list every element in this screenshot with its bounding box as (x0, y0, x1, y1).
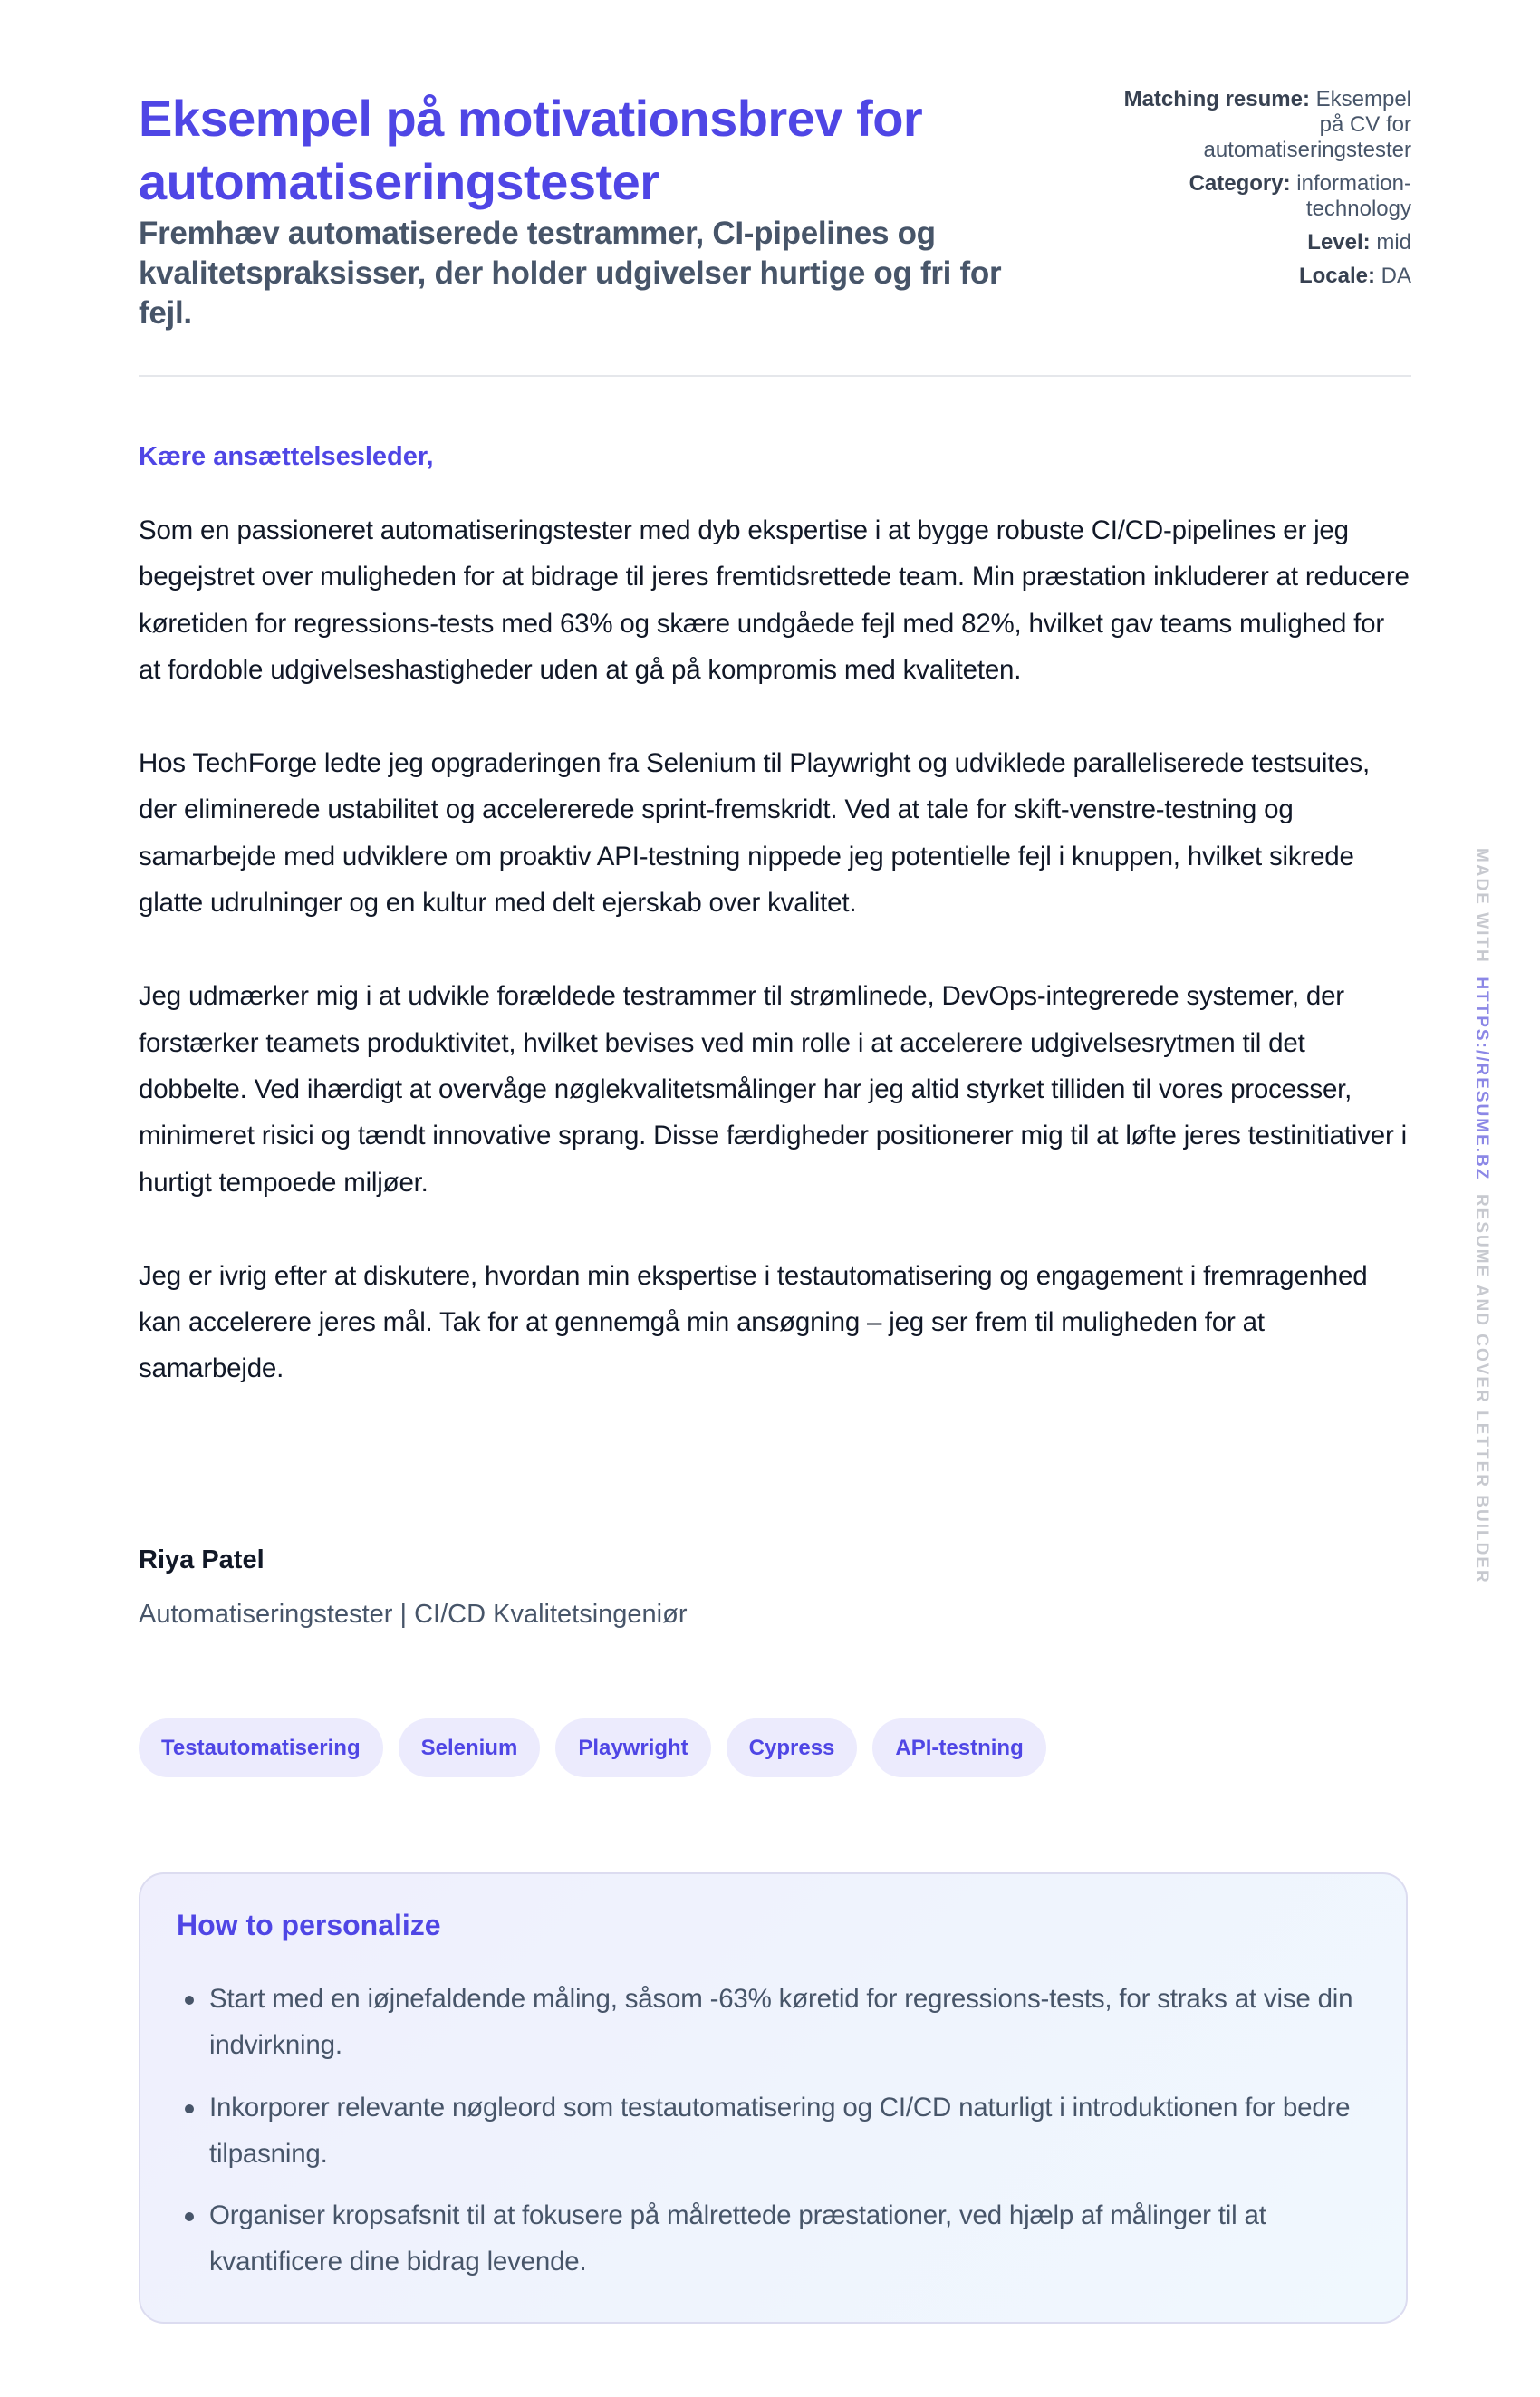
signature-name: Riya Patel (139, 1545, 265, 1574)
skill-tag: Testautomatisering (139, 1718, 383, 1777)
meta-category-label: Category: (1189, 171, 1291, 196)
meta-category (1112, 171, 1411, 222)
meta-matching-resume-label: Matching resume: (1123, 87, 1310, 111)
skill-tag: Selenium (399, 1718, 541, 1777)
watermark-prefix: MADE WITH (1472, 848, 1491, 964)
letter-greeting: Kære ansættelsesleder, (139, 442, 434, 471)
tips-title: How to personalize (177, 1909, 441, 1941)
tip-item (177, 2084, 1363, 2178)
watermark-link[interactable]: HTTPS://RESUME.BZ (1472, 977, 1491, 1181)
meta-locale-value: DA (1381, 264, 1411, 288)
letter-body (139, 507, 1411, 1439)
skill-tag: API-testning (872, 1718, 1045, 1777)
signature-role: Automatiseringstester | CI/CD Kvalitetsingeniør (139, 1600, 688, 1629)
meta-level-value: mid (1376, 230, 1411, 255)
meta-category-value: information-technology (1296, 171, 1411, 221)
meta-locale (1112, 264, 1411, 289)
bullet-icon (185, 1996, 194, 2005)
skill-tag: Cypress (727, 1718, 858, 1777)
watermark (1471, 848, 1491, 1584)
bullet-icon (185, 2212, 194, 2221)
letter-paragraph: Hos TechForge ledte jeg opgraderingen fra Selenium til Playwright og udviklede paralleliserede testsuites, der eliminerede ustabilitet og accelererede sprint-fremskridt. Ved at tale for skift-venstre-testning og samarbejde med udviklere om proaktiv API-testning nippede jeg potentielle fejl i knuppen, hvilket sikrede glatte udrulninger og en kultur med delt ejerskab over kvalitet. (139, 748, 1370, 919)
meta-matching-resume (1112, 87, 1411, 163)
tip-text: Inkorporer relevante nøgleord som testautomatisering og CI/CD naturligt i introduktionen for bedre tilpasning. (209, 2092, 1351, 2169)
watermark-suffix: RESUME AND COVER LETTER BUILDER (1472, 1193, 1491, 1584)
header-titles (139, 87, 1008, 333)
tip-text: Start med en iøjnefaldende måling, såsom -63% køretid for regressions-tests, for straks at vise din indvirkning. (209, 1984, 1353, 2061)
tip-item (177, 1976, 1363, 2069)
personalize-tips-box (139, 1872, 1408, 2324)
bullet-icon (185, 2104, 194, 2113)
meta-matching-resume-value: Eksempel på CV for automatiseringstester (1203, 87, 1411, 162)
meta-info (1112, 87, 1411, 297)
page-subtitle: Fremhæv automatiserede testrammer, CI-pipelines og kvalitetspraksisser, der holder udgivelser hurtige og fri for fejl. (139, 216, 1002, 331)
page-title: Eksempel på motivationsbrev for automatiseringstester (139, 90, 923, 210)
tip-item (177, 2192, 1363, 2286)
letter-paragraph: Som en passioneret automatiseringstester med dyb ekspertise i at bygge robuste CI/CD-pipelines er jeg begejstret over muligheden for at bidrage til jeres fremtidsrettede team. Min præstation inkluderer at reducere køretiden for regressions-tests med 63% og skære undgåede fejl med 82%, hvilket gav teams mulighed for at fordoble udgivelseshastigheder uden at gå på kompromis med kvaliteten. (139, 515, 1410, 685)
letter-paragraph: Jeg udmærker mig i at udvikle forældede testrammer til strømlinede, DevOps-integrerede systemer, der forstærker teamets produktivitet, hvilket bevises ved min rolle i at accelerere udgivelsesrytmen til det dobbelte. Ved ihærdigt at overvåge nøglekvalitetsmålinger har jeg altid styrket tilliden til vores processer, minimeret risici og tændt innovative sprang. Disse færdigheder positionerer mig til at løfte jeres testinitiativer i hurtigt tempoede miljøer. (139, 981, 1407, 1198)
letter-paragraph: Jeg er ivrig efter at diskutere, hvordan min ekspertise i testautomatisering og engagement i fremragenhed kan accelerere jeres mål. Tak for at gennemgå min ansøgning – jeg ser frem til muligheden for at samarbejde. (139, 1260, 1368, 1384)
skill-tag: Playwright (555, 1718, 710, 1777)
page-header (139, 87, 1411, 333)
tips-list (177, 1976, 1363, 2301)
cover-letter-page (139, 87, 1411, 2277)
meta-level-label: Level: (1307, 230, 1371, 255)
meta-level (1112, 230, 1411, 255)
header-divider (139, 375, 1411, 377)
skill-tags (139, 1718, 1046, 1777)
tip-text: Organiser kropsafsnit til at fokusere på målrettede præstationer, ved hjælp af målinger til at kvantificere dine bidrag levende. (209, 2200, 1266, 2277)
meta-locale-label: Locale: (1298, 264, 1375, 288)
